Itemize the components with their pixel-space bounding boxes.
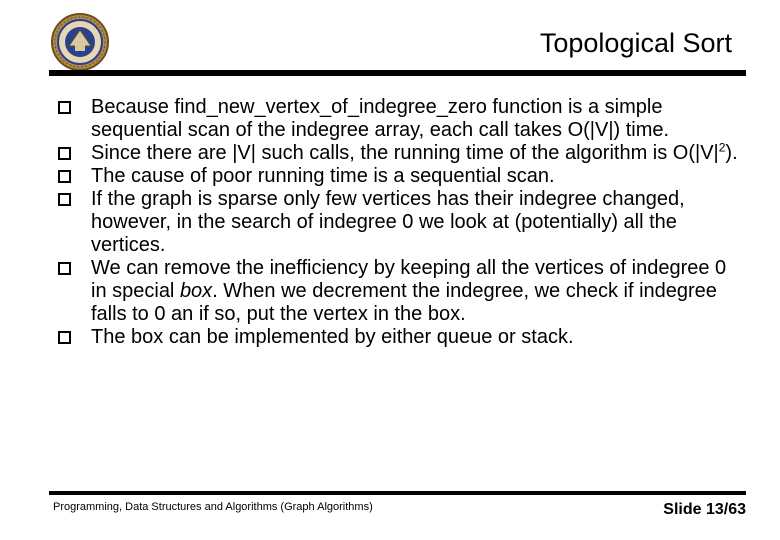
bullet-text: The box can be implemented by either queue or stack. [91,326,574,348]
checkbox-bullet-icon [58,101,71,114]
bullet-item [55,165,745,188]
bullet-text-end: ). [725,142,738,164]
slide-title: Topological Sort [539,28,732,58]
bullet-item [55,96,745,142]
checkbox-bullet-icon [58,147,71,160]
checkbox-bullet-icon [58,262,71,275]
bullet-item [55,142,745,165]
bullet-text-end: . When we decrement the indegree, we check if indegree falls to 0 an if so, put the vertex in the box. [91,280,717,325]
footer-divider [49,491,746,495]
checkbox-bullet-icon [58,193,71,206]
emphasis-box: box [179,280,213,302]
bullet-text: If the graph is sparse only few vertices has their indegree changed, however, in the search of indegree 0 we look at (potentially) all the vertices. [91,188,685,256]
university-seal-icon [50,12,110,72]
exponent: 2 [718,140,726,155]
bullet-list [55,96,745,349]
bullet-item [55,326,745,349]
checkbox-bullet-icon [58,331,71,344]
bullet-item [55,257,745,326]
bullet-text: We can remove the inefficiency by keeping all the vertices of indegree 0 in special [91,257,727,302]
bullet-item [55,188,745,257]
bullet-text: Because find_new_vertex_of_indegree_zero function is a simple sequential scan of the indegree array, each call takes O(|V|) time. [91,96,670,141]
slide-number: Slide 13/63 [663,501,746,518]
checkbox-bullet-icon [58,170,71,183]
course-footer: Programming, Data Structures and Algorithms (Graph Algorithms) [53,501,373,513]
title-divider [49,70,746,76]
bullet-text: The cause of poor running time is a sequential scan. [91,165,555,187]
bullet-text: Since there are |V| such calls, the running time of the algorithm is O(|V| [91,142,719,164]
